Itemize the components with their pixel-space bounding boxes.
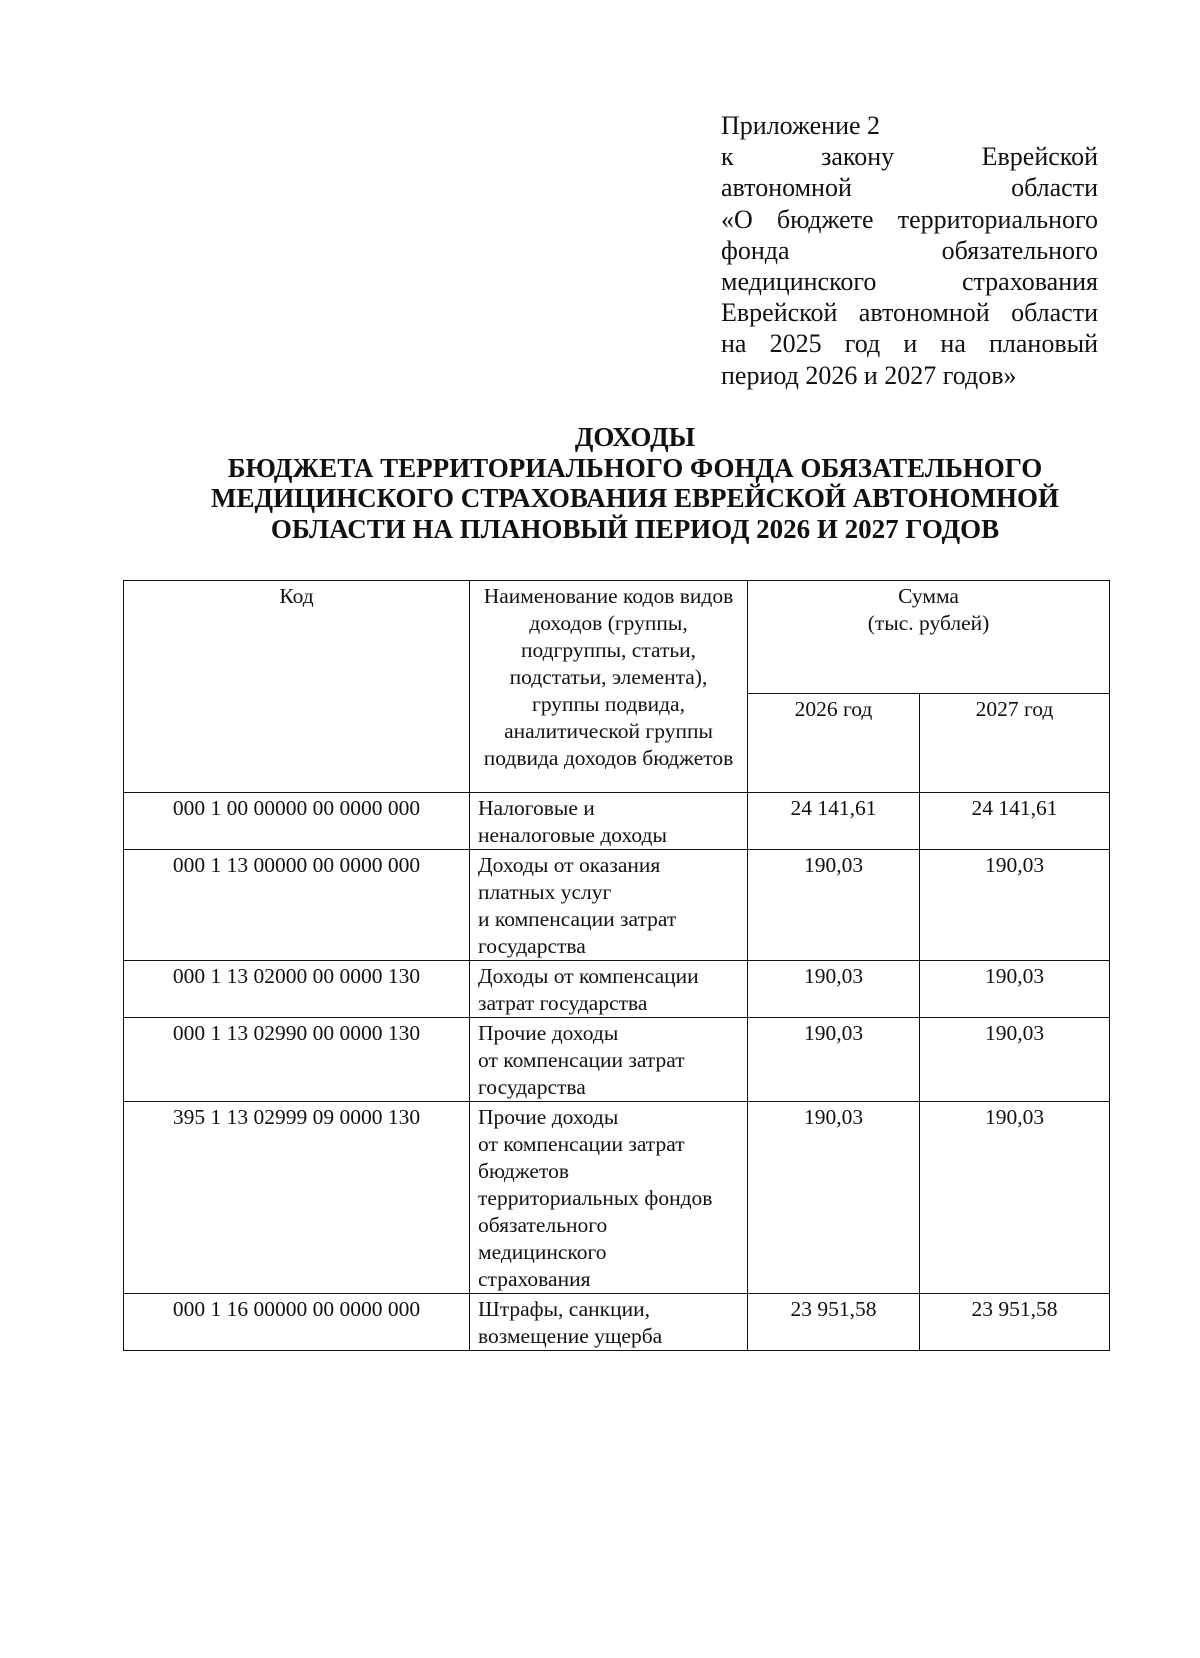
row-code: 000 1 13 02000 00 0000 130 xyxy=(124,961,470,1018)
row-sum-2026: 190,03 xyxy=(748,1018,920,1102)
row-sum-2026: 24 141,61 xyxy=(748,793,920,850)
row-sum-2026: 190,03 xyxy=(748,961,920,1018)
income-table xyxy=(123,580,1110,1351)
row-code: 000 1 13 00000 00 0000 000 xyxy=(124,850,470,961)
header-year-2027: 2027 год xyxy=(920,694,1110,793)
row-name: Прочие доходы от компенсации затрат бюджетов территориальных фондов обязательного медицинского страхования xyxy=(470,1102,748,1294)
table-row xyxy=(124,1294,1110,1351)
appendix-line: автономной области xyxy=(721,173,1098,203)
appendix-line: на 2025 год и на плановый xyxy=(721,329,1098,359)
row-sum-2027: 190,03 xyxy=(920,961,1110,1018)
appendix-line: Приложение 2 xyxy=(721,111,881,140)
row-code: 000 1 16 00000 00 0000 000 xyxy=(124,1294,470,1351)
row-name: Штрафы, санкции, возмещение ущерба xyxy=(470,1294,748,1351)
table-row xyxy=(124,1102,1110,1294)
row-sum-2026: 190,03 xyxy=(748,1102,920,1294)
row-name: Налоговые и неналоговые доходы xyxy=(470,793,748,850)
header-name: Наименование кодов видов доходов (группы, подгруппы, статьи, подстатьи, элемента), группы подвида, аналитической группы подвида доходов бюджетов xyxy=(470,581,748,793)
appendix-note xyxy=(721,110,1098,391)
appendix-line: «О бюджете территориального xyxy=(721,204,1098,234)
row-sum-2026: 23 951,58 xyxy=(748,1294,920,1351)
table-header-row xyxy=(124,581,1110,694)
appendix-line: к закону Еврейской xyxy=(721,142,1098,172)
table-row xyxy=(124,793,1110,850)
row-name: Прочие доходы от компенсации затрат государства xyxy=(470,1018,748,1102)
appendix-line: Еврейской автономной области xyxy=(721,298,1098,328)
row-code: 000 1 13 02990 00 0000 130 xyxy=(124,1018,470,1102)
row-name: Доходы от компенсации затрат государства xyxy=(470,961,748,1018)
appendix-line: медицинского страхования xyxy=(721,267,1098,297)
appendix-line: период 2026 и 2027 годов» xyxy=(721,360,1017,390)
row-sum-2027: 190,03 xyxy=(920,850,1110,961)
table-row xyxy=(124,1018,1110,1102)
title-line: ДОХОДЫ xyxy=(574,422,696,452)
row-sum-2027: 190,03 xyxy=(920,1018,1110,1102)
title-line: ОБЛАСТИ НА ПЛАНОВЫЙ ПЕРИОД 2026 И 2027 ГОДОВ xyxy=(270,513,1000,544)
row-code: 395 1 13 02999 09 0000 130 xyxy=(124,1102,470,1294)
appendix-line: фонда обязательного xyxy=(721,235,1098,265)
row-sum-2026: 190,03 xyxy=(748,850,920,961)
document-title xyxy=(140,422,1130,544)
title-line: БЮДЖЕТА ТЕРРИТОРИАЛЬНОГО ФОНДА ОБЯЗАТЕЛЬНОГО xyxy=(227,452,1043,483)
header-year-2026: 2026 год xyxy=(748,694,920,793)
header-code: Код xyxy=(124,581,470,793)
table-row xyxy=(124,850,1110,961)
row-code: 000 1 00 00000 00 0000 000 xyxy=(124,793,470,850)
table-row xyxy=(124,961,1110,1018)
row-sum-2027: 24 141,61 xyxy=(920,793,1110,850)
row-sum-2027: 23 951,58 xyxy=(920,1294,1110,1351)
row-name: Доходы от оказания платных услуг и компенсации затрат государства xyxy=(470,850,748,961)
title-line: МЕДИЦИНСКОГО СТРАХОВАНИЯ ЕВРЕЙСКОЙ АВТОНОМНОЙ xyxy=(211,483,1059,513)
header-sum: Сумма (тыс. рублей) xyxy=(748,581,1110,694)
row-sum-2027: 190,03 xyxy=(920,1102,1110,1294)
